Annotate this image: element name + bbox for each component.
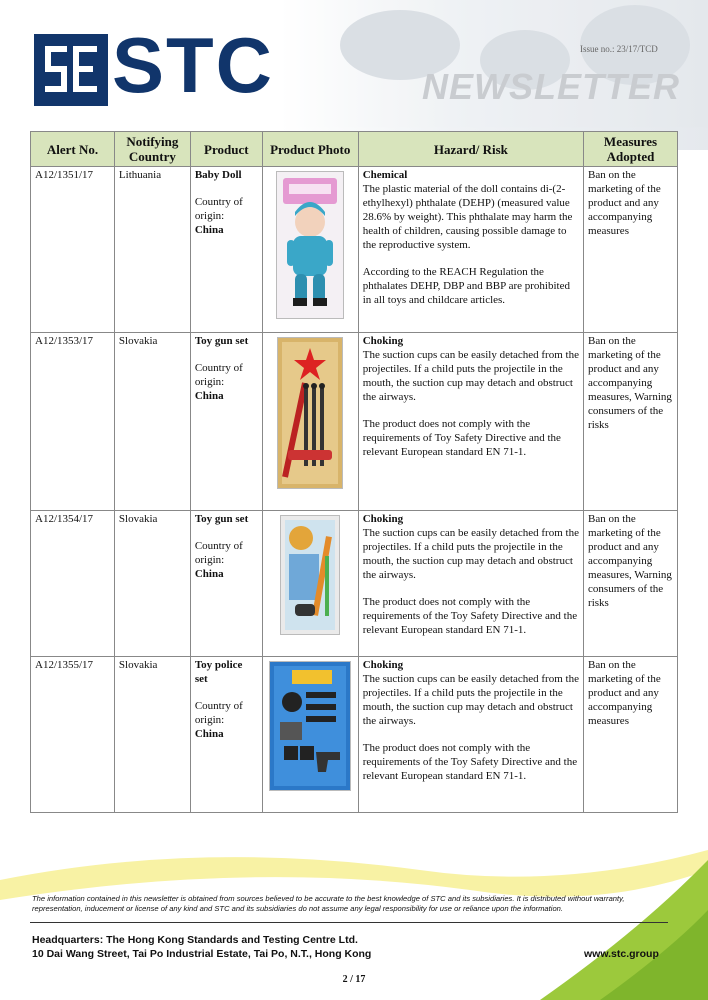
hazard-compliance: The product does not comply with the requirements of Toy Safety Directive and the relevant European standard EN 71-1.	[362, 418, 561, 458]
origin-label: Country of origin:	[194, 196, 243, 222]
table-row	[31, 333, 678, 511]
hazard-description: The suction cups can be easily detached from the projectiles. If a child puts the projectile in the mouth, the suction cup may detach and obstruct the airways.	[362, 673, 579, 727]
origin-label: Country of origin:	[194, 362, 243, 388]
hazard-cell	[358, 657, 583, 813]
origin-country: China	[194, 728, 224, 740]
footer-divider	[30, 922, 668, 923]
issue-number: Issue no.: 23/17/TCD	[580, 44, 658, 54]
headquarters-name: Headquarters: The Hong Kong Standards and Testing Centre Ltd.	[32, 934, 358, 946]
hazard-description: The plastic material of the doll contains di-(2-ethylhexyl) phthalate (DEHP) (measured value 28.6% by weight). This phthalate may harm the health of children, causing possible damage to the reproductive system.	[362, 183, 573, 251]
hazard-description: The suction cups can be easily detached from the projectiles. If a child puts the projectile in the mouth, the suction cup may detach and obstruct the airways.	[362, 527, 579, 581]
hazard-cell	[358, 333, 583, 511]
table-row	[31, 657, 678, 813]
notifying-country: Slovakia	[114, 333, 190, 511]
origin-label: Country of origin:	[194, 700, 243, 726]
toy-gun-set-photo	[280, 515, 340, 635]
product-photo-cell	[262, 511, 358, 657]
origin-label: Country of origin:	[194, 540, 243, 566]
hazard-type: Choking	[362, 659, 404, 671]
header-product-photo: Product Photo	[262, 132, 358, 167]
hazard-type: Chemical	[362, 169, 408, 181]
product-cell	[190, 657, 262, 813]
notifying-country: Slovakia	[114, 657, 190, 813]
product-name: Toy gun set	[194, 335, 249, 347]
headquarters-address: 10 Dai Wang Street, Tai Po Industrial Estate, Tai Po, N.T., Hong Kong	[32, 948, 372, 960]
table-row	[31, 511, 678, 657]
product-photo-cell	[262, 167, 358, 333]
table-row	[31, 167, 678, 333]
product-cell	[190, 333, 262, 511]
hazard-cell	[358, 511, 583, 657]
baby-doll-photo	[276, 171, 344, 319]
product-name: Toy police set	[194, 659, 243, 685]
product-cell	[190, 511, 262, 657]
header-alert-no: Alert No.	[31, 132, 115, 167]
stc-logo-mark	[34, 34, 108, 106]
header-measures-adopted: Measures Adopted	[584, 132, 678, 167]
measures-adopted: Ban on the marketing of the product and any accompanying measures, Warning consumers of the risks	[584, 333, 678, 511]
hazard-compliance: The product does not comply with the requirements of the Toy Safety Directive and the relevant European standard EN 71-1.	[362, 596, 578, 636]
toy-gun-set-photo	[277, 337, 343, 489]
origin-country: China	[194, 224, 224, 236]
measures-adopted: Ban on the marketing of the product and any accompanying measures, Warning consumers of the risks	[584, 511, 678, 657]
alert-number: A12/1355/17	[31, 657, 115, 813]
alert-number: A12/1354/17	[31, 511, 115, 657]
toy-police-set-photo	[269, 661, 351, 791]
header-product: Product	[190, 132, 262, 167]
product-name: Toy gun set	[194, 513, 249, 525]
origin-country: China	[194, 390, 224, 402]
hazard-description: The suction cups can be easily detached from the projectiles. If a child puts the projectile in the mouth, the suction cup may detach and obstruct the airways.	[362, 349, 579, 403]
table-header-row	[31, 132, 678, 167]
hazard-compliance: The product does not comply with the requirements of the Toy Safety Directive and the relevant European standard EN 71-1.	[362, 742, 578, 782]
header-notifying-country: Notifying Country	[114, 132, 190, 167]
notifying-country: Slovakia	[114, 511, 190, 657]
header-hazard-risk: Hazard/ Risk	[358, 132, 583, 167]
alert-number: A12/1353/17	[31, 333, 115, 511]
product-name: Baby Doll	[194, 169, 242, 181]
newsletter-title: NEWSLETTER	[422, 66, 680, 107]
measures-adopted: Ban on the marketing of the product and any accompanying measures	[584, 167, 678, 333]
website-link[interactable]: www.stc.group	[584, 948, 659, 960]
origin-country: China	[194, 568, 224, 580]
hazard-type: Choking	[362, 335, 404, 347]
stc-logo-text: STC	[112, 21, 274, 109]
hazard-type: Choking	[362, 513, 404, 525]
hazard-cell	[358, 167, 583, 333]
disclaimer-text: The information contained in this newsletter is obtained from sources believed to be accurate to the best knowledge of STC and its subsidiaries. It is distributed without warranty, representation, inducement or license of any kind and STC and its subsidiaries do not assume any legal responsibility for use or reliance upon the information.	[32, 894, 625, 913]
measures-adopted: Ban on the marketing of the product and any accompanying measures	[584, 657, 678, 813]
product-photo-cell	[262, 333, 358, 511]
page-number: 2 / 17	[342, 974, 366, 985]
notifying-country: Lithuania	[114, 167, 190, 333]
hazard-regulation: According to the REACH Regulation the phthalates DEHP, DBP and BBP are prohibited in all toys and childcare articles.	[362, 266, 570, 306]
product-photo-cell	[262, 657, 358, 813]
alerts-table	[30, 131, 678, 813]
alert-number: A12/1351/17	[31, 167, 115, 333]
product-cell	[190, 167, 262, 333]
